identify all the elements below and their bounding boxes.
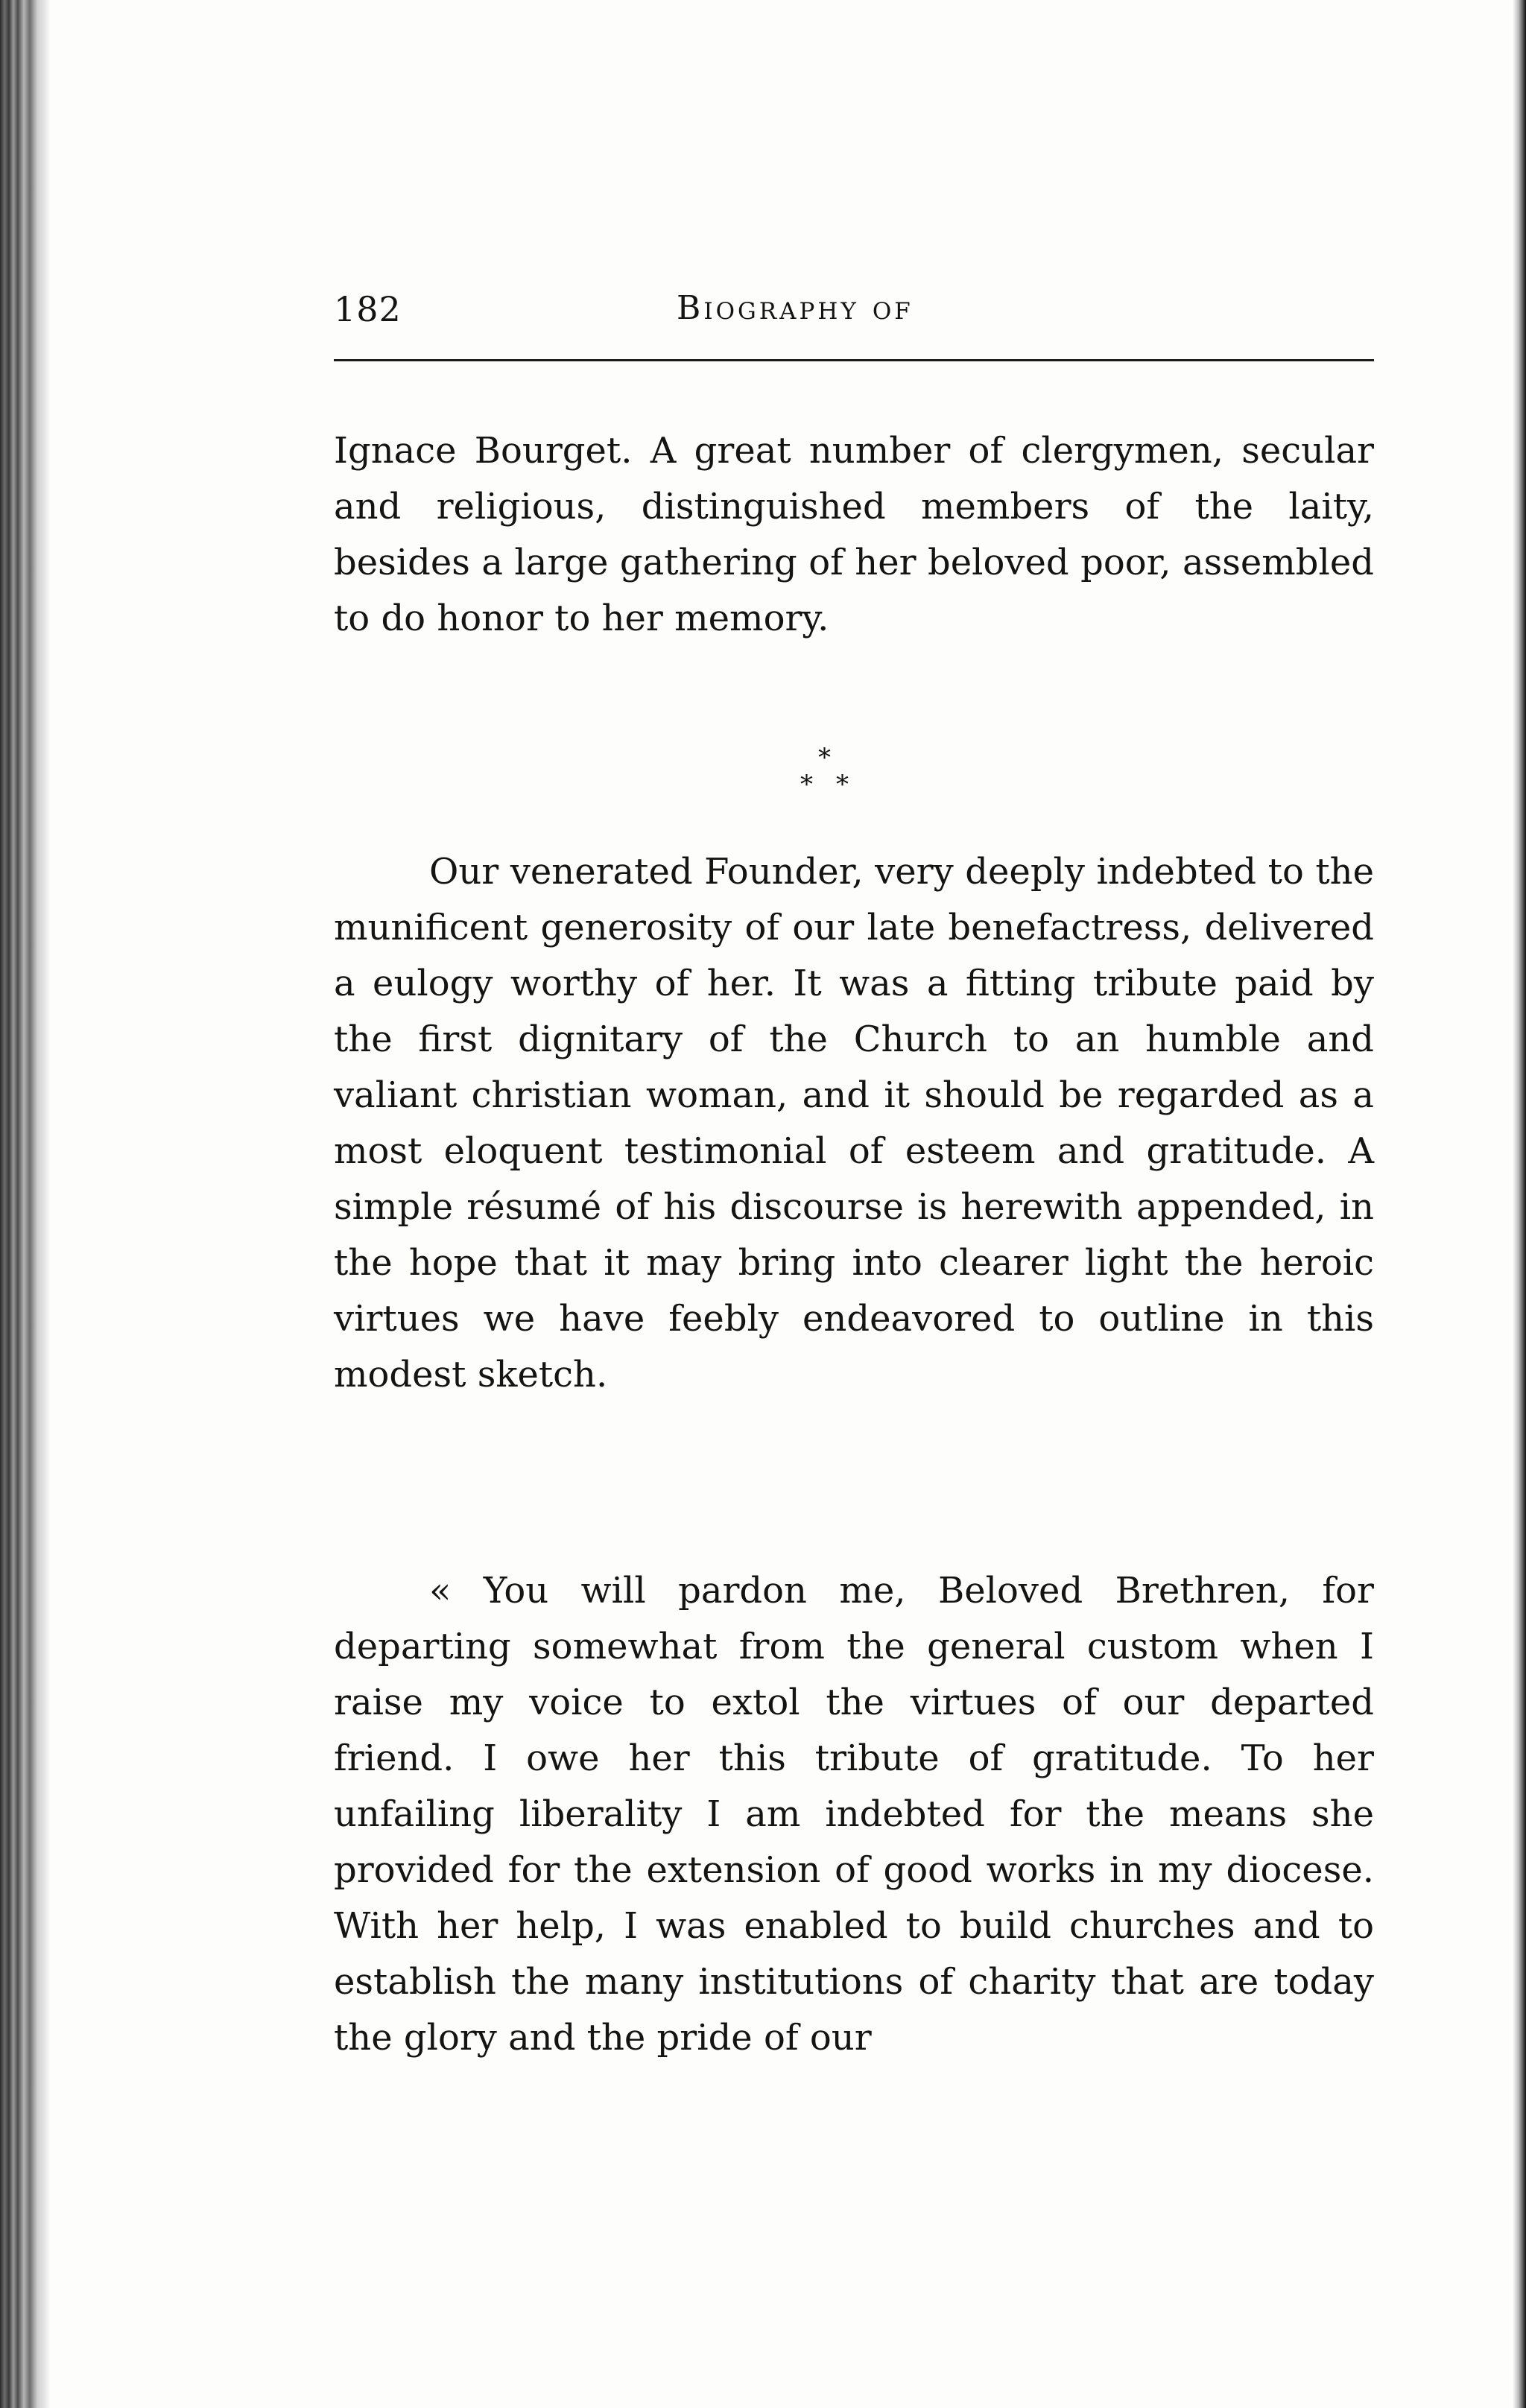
paragraph-3: « You will pardon me, Beloved Brethren, for departing somewhat from the general custom when I raise my voice to extol the virtues of our departed friend. I owe her this tribute of gratitude. To her unfailing liberality I am indebted for the means she provided for the extension of good works in my diocese. With her help, I was enabled to build churches and to establish the many institutions of charity that are today the glory and the pride of our	[334, 1570, 1374, 2059]
page-right-edge	[1513, 0, 1526, 2408]
book-binding-edge	[0, 0, 51, 2408]
asterism-star-left: *	[800, 770, 813, 799]
header-rule	[334, 359, 1374, 361]
paragraph-discourse	[334, 1563, 1374, 2066]
paragraph-founder	[334, 844, 1374, 1403]
running-title: Biography of	[677, 289, 914, 327]
asterism-star-right: *	[836, 770, 849, 799]
paragraph-continuation	[334, 423, 1374, 647]
paragraph-2: Our venerated Founder, very deeply indebted to the munificent generosity of our late benefactress, delivered a eulogy worthy of her. It was a fitting tribute paid by the first dignitary of the Church to an humble and valiant christian woman, and it should be regarded as a most eloquent testimonial of esteem and gratitude. A simple résumé of his discourse is herewith appended, in the hope that it may bring into clearer light the heroic virtues we have feebly endeavored to outline in this modest sketch.	[334, 851, 1374, 1395]
paragraph-1: Ignace Bourget. A great number of clergymen, secular and religious, distinguished members of the laity, besides a large gathering of her beloved poor, assembled to do honor to her memory.	[334, 430, 1374, 639]
page-number: 182	[334, 289, 402, 329]
page-header	[334, 289, 1374, 341]
asterism-star-top: *	[818, 743, 831, 773]
section-break-asterism	[782, 745, 872, 812]
